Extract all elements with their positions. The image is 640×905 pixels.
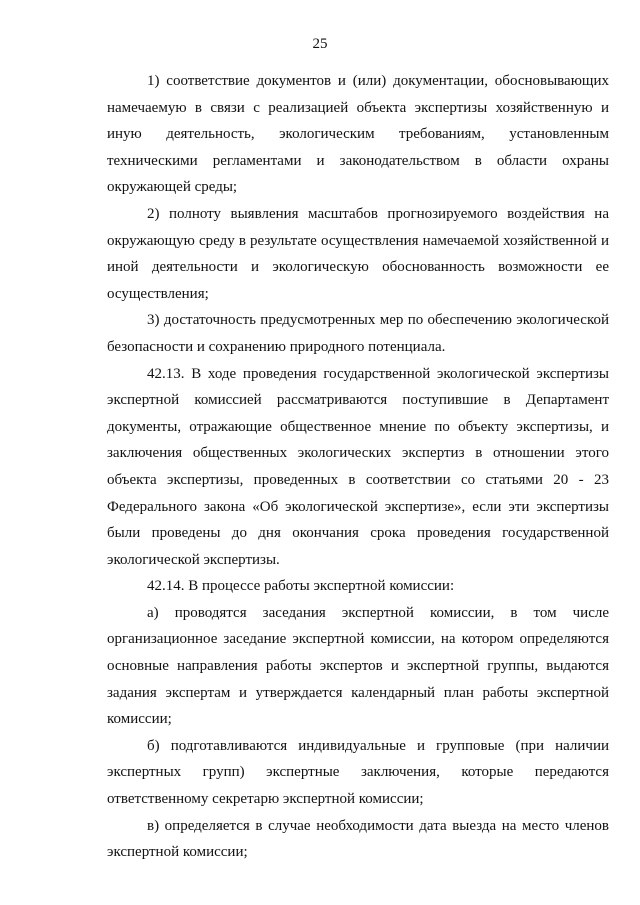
page-number: 25 (312, 36, 328, 52)
paragraph-item-v: в) определяется в случае необходимости дата выезда на место членов экспертной комиссии; (107, 817, 609, 861)
paragraph-42-14: 42.14. В процессе работы экспертной комиссии: (147, 578, 455, 595)
paragraph-item-2: 2) полноту выявления масштабов прогнозируемого воздействия на окружающую среду в результате осуществления намечаемой хозяйственной и иной деятельности и экологическую обоснованность возможности ее осуществления; (107, 205, 609, 302)
paragraph-42-13: 42.13. В ходе проведения государственной экологической экспертизы экспертной комиссией рассматриваются поступившие в Департамент документы, отражающие общественное мнение по объекту экспертизы, и заключения общественных экологических экспертиз в отношении этого объекта экспертизы, проведенных в соответствии со статьями 20 - 23 Федерального закона «Об экологической экспертизе», если эти экспертизы были проведены до дня окончания срока проведения государственной экологической экспертизы. (107, 365, 609, 568)
paragraph-item-b: б) подготавливаются индивидуальные и групповые (при наличии экспертных групп) экспертные заключения, которые передаются ответственному секретарю экспертной комиссии; (107, 737, 609, 808)
document-body (107, 68, 609, 866)
paragraph-item-1: 1) соответствие документов и (или) документации, обосновывающих намечаемую в связи с реализацией объекта экспертизы хозяйственную и иную деятельность, экологическим требованиям, установленным техническими регламентами и законодательством в области охраны окружающей среды; (107, 73, 609, 196)
paragraph-item-3: 3) достаточность предусмотренных мер по обеспечению экологической безопасности и сохранению природного потенциала. (107, 312, 609, 355)
paragraph-item-a: а) проводятся заседания экспертной комиссии, в том числе организационное заседание экспертной комиссии, на котором определяются основные направления работы экспертов и экспертной группы, выдаются задания экспертам и утверждается календарный план работы экспертной комиссии; (107, 604, 609, 728)
